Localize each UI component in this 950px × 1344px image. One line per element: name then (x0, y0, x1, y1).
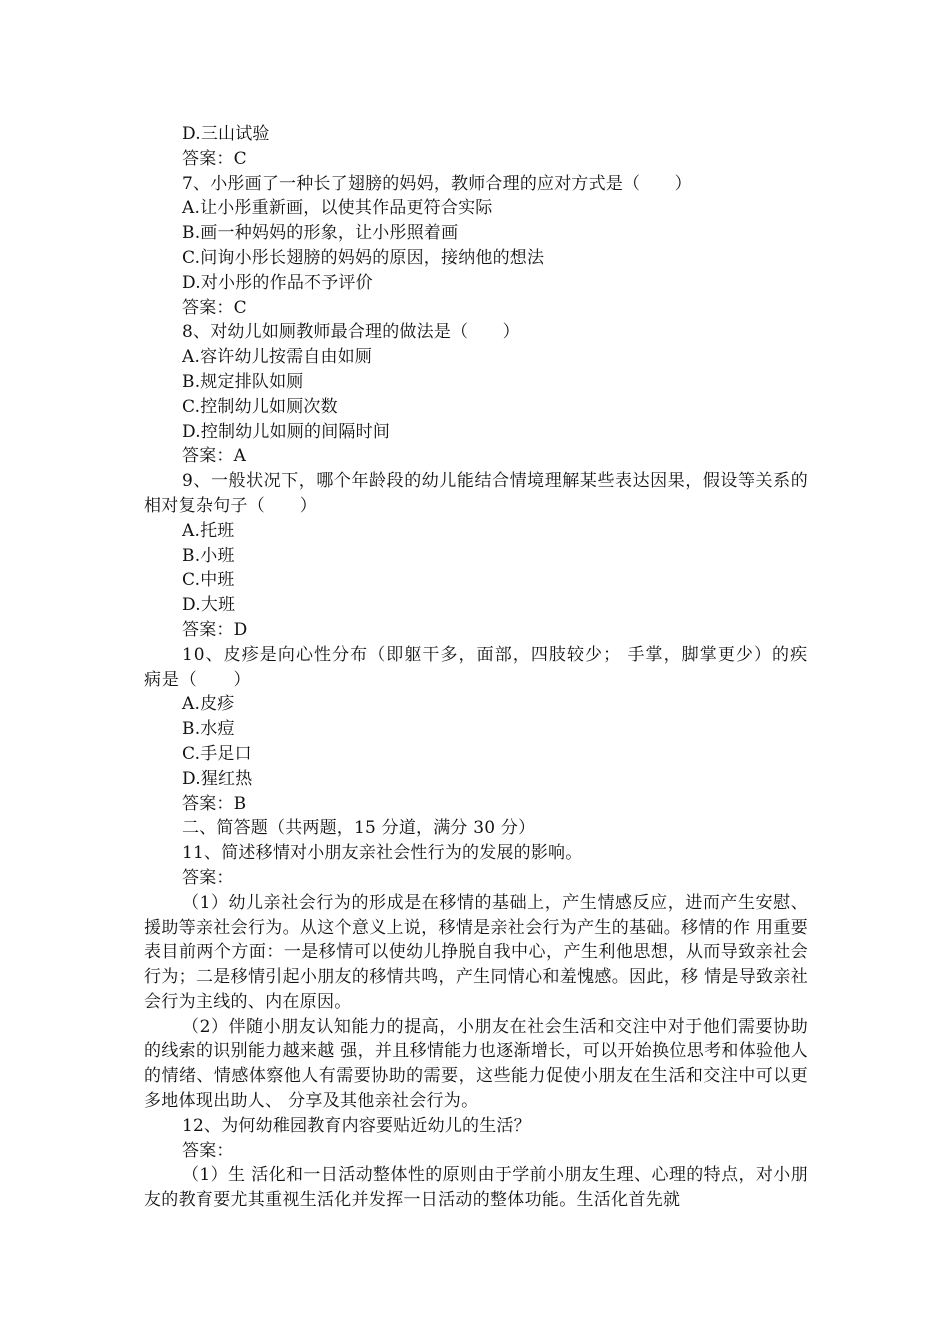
q7-option-c: C.问询小彤长翅膀的妈妈的原因，接纳他的想法 (182, 247, 545, 268)
q6-option-d: D.三山试验 (182, 124, 270, 144)
q10-option-b: B.水痘 (182, 719, 235, 740)
q7-option-b: B.画一种妈妈的形象，让小彤照着画 (182, 223, 459, 244)
q10-question: 10、皮疹是向心性分布（即躯干多，面部，四肢较少； 手掌，脚掌更少）的疾病是（ ） (144, 644, 808, 690)
q12-answer-label: 答案： (182, 1140, 234, 1161)
q12-question: 12、为何幼稚园教育内容要贴近幼儿的生活？ (182, 1115, 531, 1136)
q10-answer: 答案：B (182, 793, 247, 814)
q9-question: 9、一般状况下，哪个年龄段的幼儿能结合情境理解某些表达因果，假设等关系的相对复杂句子（ ） (144, 471, 808, 516)
q8-answer: 答案：A (182, 446, 247, 467)
q8-option-d: D.控制幼儿如厕的间隔时间 (182, 421, 391, 442)
q8-question: 8、对幼儿如厕教师最合理的做法是（ ） (182, 322, 520, 343)
section-heading: 二、简答题（共两题，15 分道，满分 30 分） (182, 818, 536, 839)
q6-answer: 答案：C (182, 148, 247, 169)
q9-option-c: C.中班 (182, 570, 235, 591)
q10-option-a: A.皮疹 (182, 694, 235, 715)
q7-option-a: A.让小彤重新画，以使其作品更符合实际 (182, 198, 493, 219)
q10-option-d: D.猩红热 (182, 768, 253, 789)
q9-option-b: B.小班 (182, 545, 235, 566)
q7-question: 7、小彤画了一种长了翅膀的妈妈，教师合理的应对方式是（ ） (182, 173, 692, 194)
q9-option-d: D.大班 (182, 595, 236, 616)
document-page (144, 122, 808, 1213)
q11-answer-label: 答案： (182, 867, 234, 888)
q9-answer: 答案：D (182, 619, 248, 640)
q10-option-c: C.手足口 (182, 743, 252, 764)
q8-option-b: B.规定排队如厕 (182, 371, 304, 392)
q8-option-a: A.容许幼儿按需自由如厕 (182, 347, 373, 368)
q8-option-c: C.控制幼儿如厕次数 (182, 396, 338, 417)
q12-answer-paragraph-1: （1）生 活化和一日活动整体性的原则由于学前小朋友生理、心理的特点，对小朋友的教育要尤其重视生活化并发挥一日活动的整体功能。生活化首先就 (144, 1165, 808, 1211)
q11-answer-paragraph-1: （1）幼儿亲社会行为的形成是在移情的基础上，产生情感反应，进而产生安慰、援助等亲社会行为。从这个意义上说，移情是亲社会行为产生的基础。移情的作 用重要表目前两个方面：一是移情可以使幼儿挣脱自我中心，产生利他思想，从而导致亲社会行为；二是移情引起小朋友的移情共鸣，产生同情心和羞愧感。因此，移 情是导致亲社会行为主线的、内在原因。 (144, 892, 808, 1012)
q9-option-a: A.托班 (182, 520, 235, 541)
q11-question: 11、简述移情对小朋友亲社会性行为的发展的影响。 (182, 843, 583, 864)
q7-option-d: D.对小彤的作品不予评价 (182, 272, 373, 293)
q7-answer: 答案：C (182, 297, 247, 318)
q11-answer-paragraph-2: （2）伴随小朋友认知能力的提高，小朋友在社会生活和交注中对于他们需要协助的线索的识别能力越来越 强，并且移情能力也逐渐增长，可以开始换位思考和体验他人的情绪、情感体察他人有需要协助的需要，这些能力促使小朋友在生活和交注中可以更多地体现出助人、 分享及其他亲社会行为。 (144, 1016, 808, 1112)
